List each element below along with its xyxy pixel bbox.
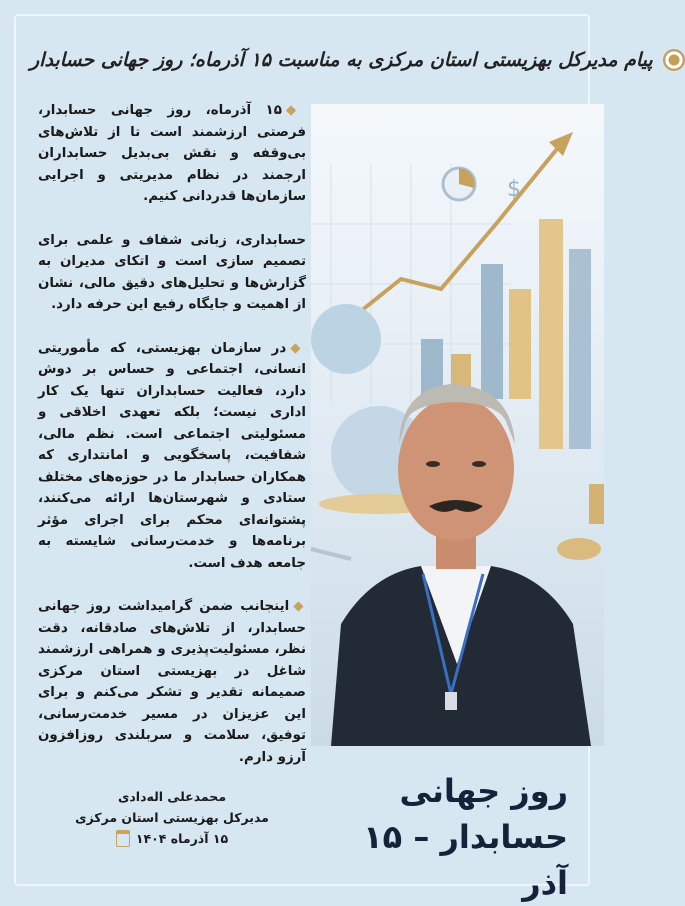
svg-text:$: $ <box>507 177 521 202</box>
signature <box>38 786 306 849</box>
signature-date-row <box>116 828 228 849</box>
paragraph-1: ◆۱۵ آذرماه، روز جهانی حسابدار، فرصتی ارزشمند است تا از تلاش‌های بی‌وقفه و نقش بی‌بدیل حسابداران ارجمند در نظام مدیریتی و اجرایی سازمان‌ها قدردانی کنیم. <box>38 103 306 204</box>
footer-line-1: روز جهانی <box>399 772 568 810</box>
diamond-bullet-icon: ◆ <box>290 340 306 356</box>
diamond-bullet-icon: ◆ <box>293 599 306 614</box>
gold-bullet-icon <box>663 49 685 71</box>
calendar-icon <box>116 830 130 847</box>
paragraph-4: ◆اینجانب ضمن گرامیداشت روز جهانی حسابدار، از تلاش‌های صادقانه، دقت نظر، مسئولیت‌پذیری و همراهی ارزشمند شاغل در بهزیستی استان مرکزی صمیمانه تقدیر و تشکر می‌کنم و برای این عزیزان در مسیر خدمت‌رسانی، توفیق، سلامت و سربلندی روزافزون آرزو دارم. <box>38 599 306 765</box>
signature-name: محمدعلی اله‌دادی <box>117 789 227 804</box>
finance-illustration <box>311 104 604 746</box>
signature-date: ۱۵ آذرماه ۱۴۰۴ <box>135 831 229 846</box>
diamond-bullet-icon: ◆ <box>285 103 306 118</box>
signature-role: مدیرکل بهزیستی استان مرکزی <box>75 810 269 825</box>
message-body <box>38 100 306 768</box>
paragraph-2: حسابداری، زبانی شفاف و علمی برای تصمیم سازی است و اتکای مدیران به گزارش‌ها و تحلیل‌های دقیق مالی، نشان از اهمیت و جایگاه رفیع این حرفه دارد. <box>38 232 306 312</box>
header <box>30 38 653 82</box>
footer-line-2: حسابدار – ۱۵ آذر <box>363 818 568 902</box>
footer-title <box>318 768 568 906</box>
portrait-photo <box>311 104 604 746</box>
paragraph-3: ◆در سازمان بهزیستی، که مأموریتی انسانی، اجتماعی و حساس بر دوش دارد، فعالیت حسابداران تنها یک کار اداری نیست؛ بلکه تعهدی اخلاقی و مسئولیتی اجتماعی است. نظم مالی، شفافیت، پاسخگویی و امانتداری که همکاران حسابدار ما در حوزه‌های مختلف ستادی و شهرستان‌ها ارائه می‌کنند، پشتوانه‌ای محکم برای اجرای مؤثر برنامه‌ها و خدمت‌رسانی شایسته به جامعه هدف است. <box>38 340 306 571</box>
page-title: پیام مدیرکل بهزیستی استان مرکزی به مناسبت ۱۵ آذرماه؛ روز جهانی حسابدار <box>30 49 653 71</box>
